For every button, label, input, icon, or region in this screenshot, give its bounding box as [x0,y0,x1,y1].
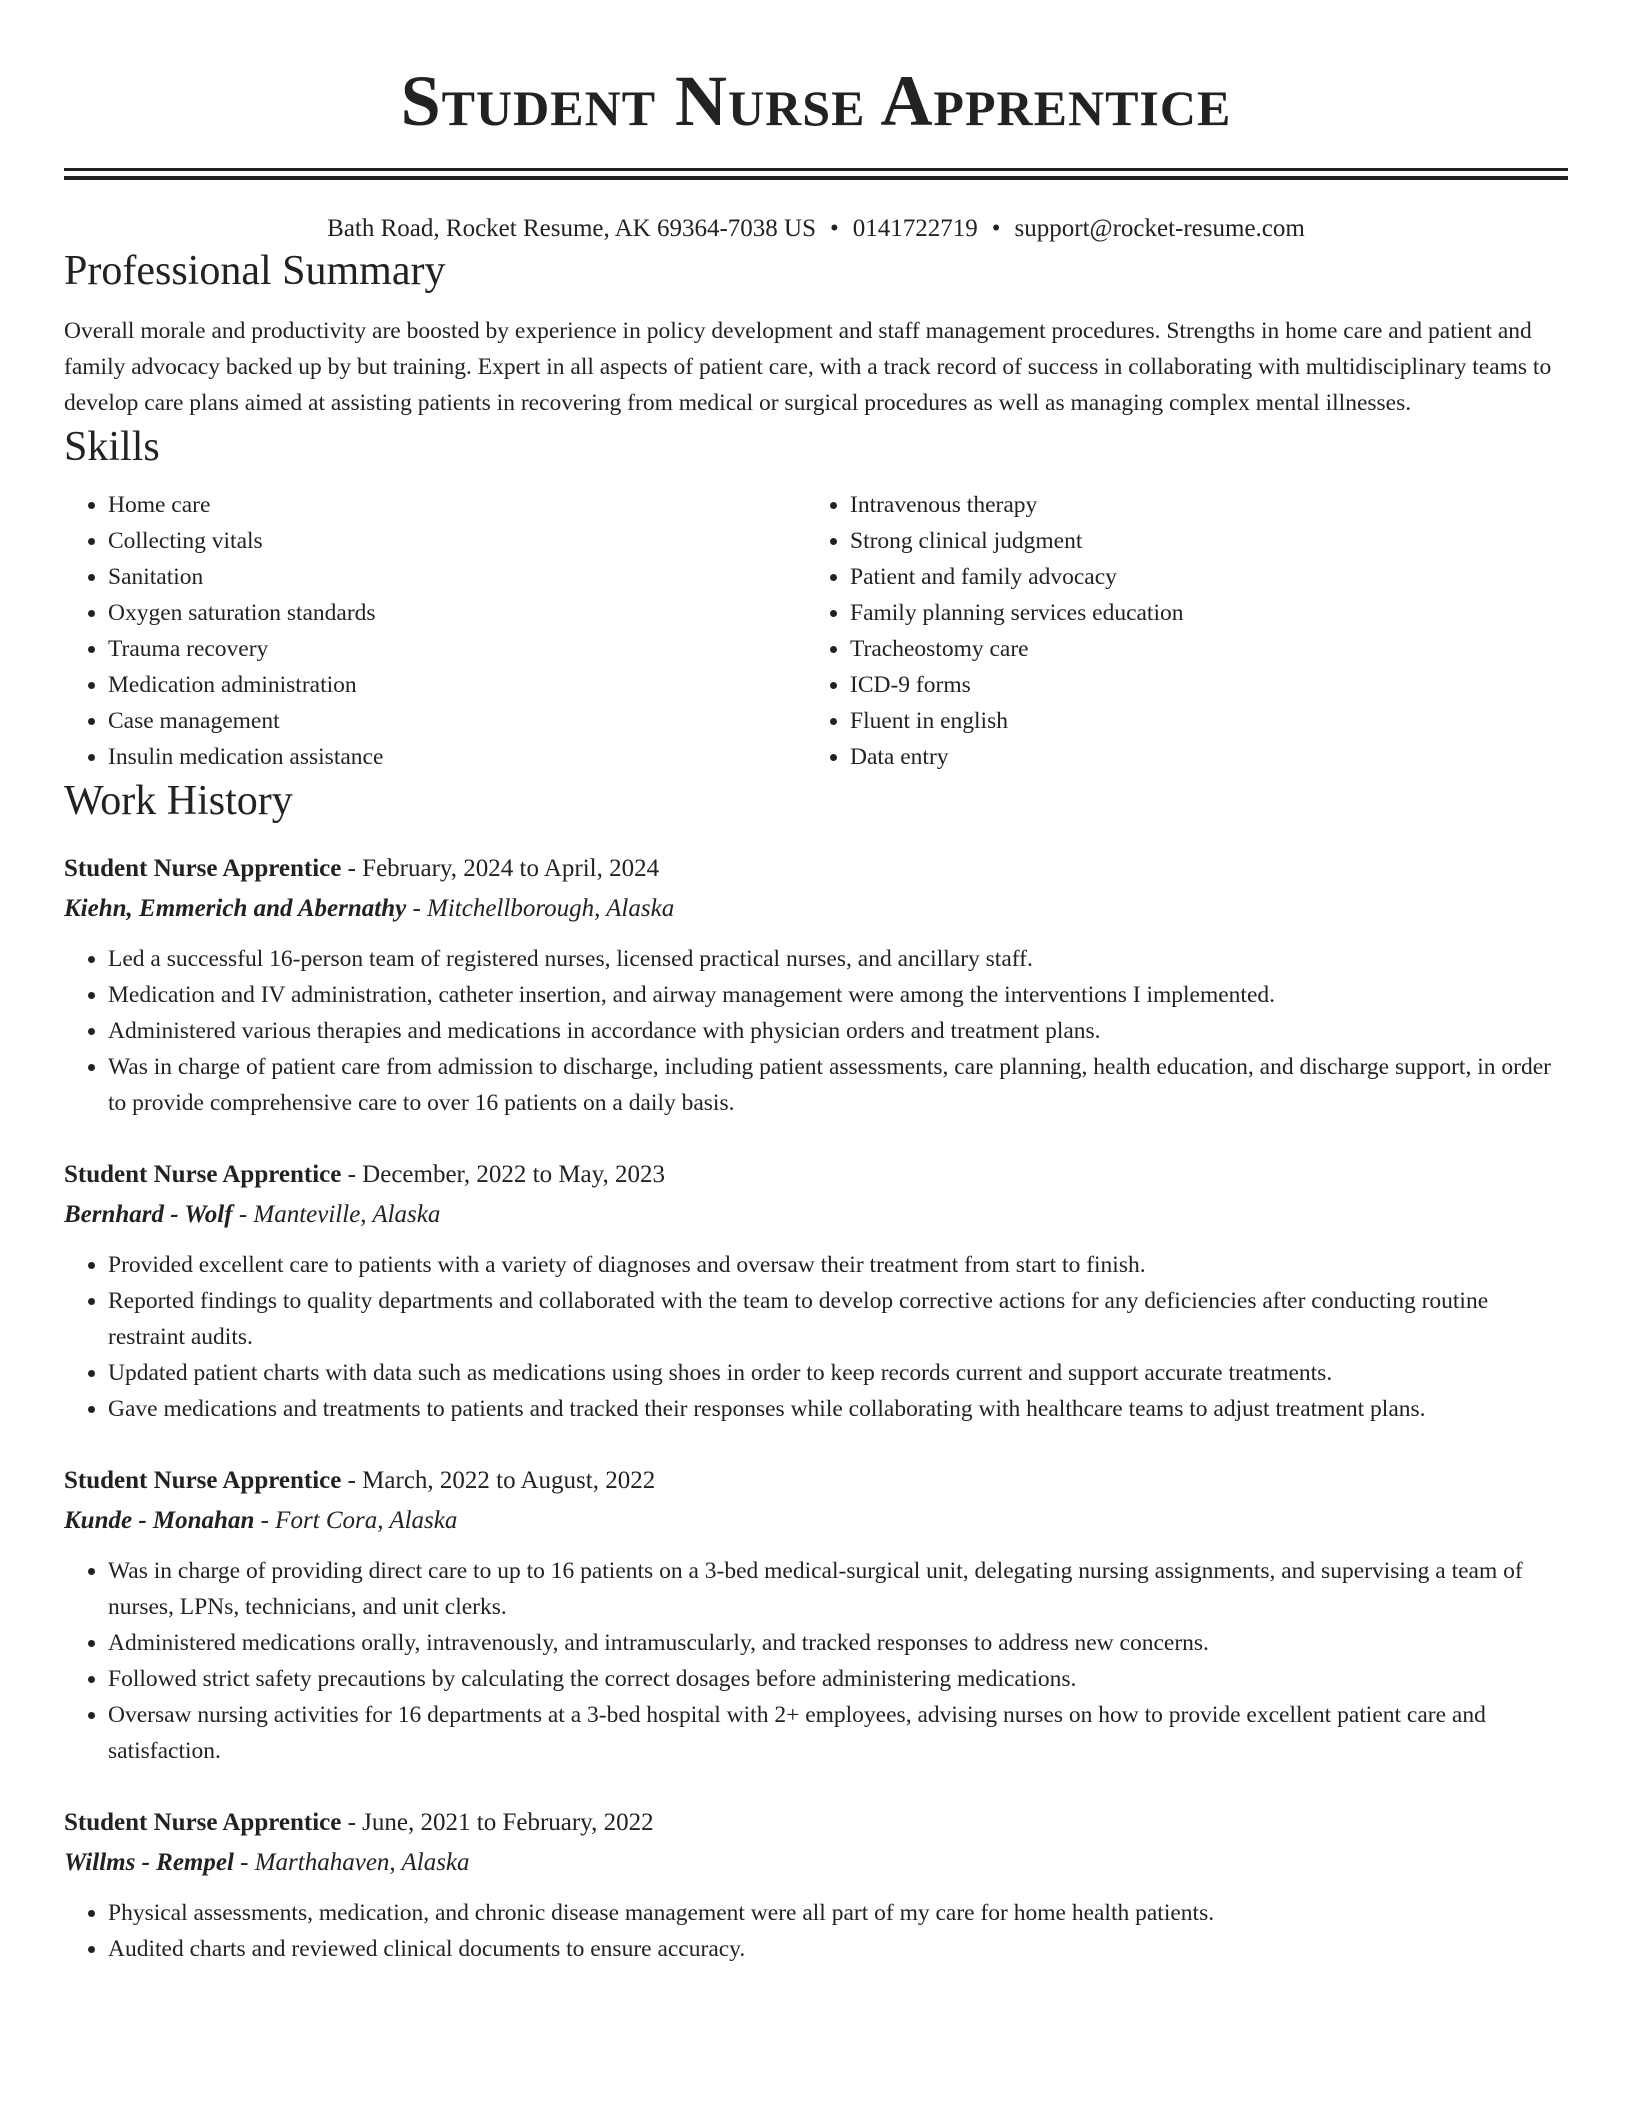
job-title: Student Nurse Apprentice [64,1809,342,1836]
skills-list [64,487,1568,775]
skill-item: • Intravenous therapy [850,487,1184,523]
job-bullet: • Provided excellent care to patients with a variety of diagnoses and oversaw their treatment from start to finish. [108,1247,1568,1283]
contact-separator: • [830,215,839,242]
job-dates: - March, 2022 to August, 2022 [341,1467,656,1494]
job-dates: - June, 2021 to February, 2022 [341,1809,654,1836]
contact-address: Bath Road, Rocket Resume, AK 69364-7038 US [327,215,817,242]
job-entry [64,1805,1568,1967]
divider-line-top [64,168,1568,171]
skill-item: • Fluent in english [850,703,1184,739]
job-bullet: • Followed strict safety precautions by calculating the correct dosages before administering medications. [108,1661,1568,1697]
job-title: Student Nurse Apprentice [64,1161,342,1188]
work-history-heading: Work History [64,778,293,824]
job-company-line [64,1197,1568,1233]
job-location: - Fort Cora, Alaska [254,1507,458,1534]
job-bullet: • Reported findings to quality departments and collaborated with the team to develop corrective actions for any deficiencies after conducting routine restraint audits. [108,1283,1568,1355]
job-bullets [64,941,1568,1121]
job-bullet: • Oversaw nursing activities for 16 departments at a 3-bed hospital with 2+ employees, advising nurses on how to provide excellent patient care and satisfaction. [108,1697,1568,1769]
job-bullet: • Led a successful 16-person team of registered nurses, licensed practical nurses, and ancillary staff. [108,941,1568,977]
skill-item: • Sanitation [108,559,806,595]
job-title-line [64,1157,1568,1193]
skills-column-left [64,487,806,775]
skill-item: • Trauma recovery [108,631,806,667]
job-bullets [64,1553,1568,1769]
skill-item: • Patient and family advocacy [850,559,1184,595]
job-company-line [64,891,1568,927]
skill-item: • Collecting vitals [108,523,806,559]
skill-item: • Strong clinical judgment [850,523,1184,559]
job-bullets [64,1895,1568,1967]
title-divider [64,168,1568,180]
job-location: - Manteville, Alaska [232,1201,441,1228]
job-bullet: • Was in charge of providing direct care to up to 16 patients on a 3-bed medical-surgical unit, delegating nursing assignments, and supervising a team of nurses, LPNs, technicians, and unit clerks. [108,1553,1568,1625]
job-title: Student Nurse Apprentice [64,1467,342,1494]
job-bullet: • Physical assessments, medication, and chronic disease management were all part of my care for home health patients. [108,1895,1568,1931]
job-location: - Mitchellborough, Alaska [406,895,675,922]
job-company-line [64,1845,1568,1881]
job-title: Student Nurse Apprentice [64,855,342,882]
skills-heading: Skills [64,424,160,470]
skill-item: • Home care [108,487,806,523]
skill-item: • Oxygen saturation standards [108,595,806,631]
job-bullets [64,1247,1568,1427]
contact-separator: • [991,215,1001,242]
skill-item: • Data entry [850,739,1184,775]
skill-item: • Case management [108,703,806,739]
job-company: Willms - Rempel [64,1849,234,1876]
job-bullet: • Audited charts and reviewed clinical documents to ensure accuracy. [108,1931,1568,1967]
job-title-line [64,1463,1568,1499]
job-entry [64,851,1568,1121]
job-bullet: • Administered medications orally, intravenously, and intramuscularly, and tracked responses to address new concerns. [108,1625,1568,1661]
skills-column-right [806,487,1184,775]
skill-item: • Insulin medication assistance [108,739,806,775]
job-title-line [64,851,1568,887]
job-entry [64,1157,1568,1427]
skill-item: • Tracheostomy care [850,631,1184,667]
job-company-line [64,1503,1568,1539]
contact-phone: 0141722719 [852,215,978,242]
job-bullet: • Gave medications and treatments to patients and tracked their responses while collaborating with healthcare teams to adjust treatment plans. [108,1391,1568,1427]
job-bullet: • Updated patient charts with data such as medications using shoes in order to keep records current and support accurate treatments. [108,1355,1568,1391]
contact-line [64,213,1568,245]
job-company: Kiehn, Emmerich and Abernathy [64,895,407,922]
job-location: - Marthahaven, Alaska [233,1849,470,1876]
skill-item: • ICD-9 forms [850,667,1184,703]
job-bullet: • Medication and IV administration, catheter insertion, and airway management were among the interventions I implemented. [108,977,1568,1013]
job-bullet: • Was in charge of patient care from admission to discharge, including patient assessments, care planning, health education, and discharge support, in order to provide comprehensive care to over 16 patients on a daily basis. [108,1049,1568,1121]
job-entry [64,1463,1568,1769]
summary-heading: Professional Summary [64,248,446,294]
skill-item: • Medication administration [108,667,806,703]
job-company: Kunde - Monahan [64,1507,255,1534]
job-title-line [64,1805,1568,1841]
divider-line-bottom [64,176,1568,180]
job-dates: - February, 2024 to April, 2024 [341,855,660,882]
job-dates: - December, 2022 to May, 2023 [341,1161,666,1188]
skill-item: • Family planning services education [850,595,1184,631]
summary-text: Overall morale and productivity are boosted by experience in policy development and staff management procedures. Strengths in home care and patient and family advocacy backed up by but training. Expert in all aspects of patient care, with a track record of success in collaborating with multidisciplinary teams to develop care plans aimed at assisting patients in recovering from medical or surgical procedures as well as managing complex mental illnesses. [64,318,1552,416]
job-bullet: • Administered various therapies and medications in accordance with physician orders and treatment plans. [108,1013,1568,1049]
job-company: Bernhard - Wolf [64,1201,233,1228]
contact-email: support@rocket-resume.com [1014,215,1305,242]
resume-title: Student Nurse Apprentice [400,61,1232,141]
